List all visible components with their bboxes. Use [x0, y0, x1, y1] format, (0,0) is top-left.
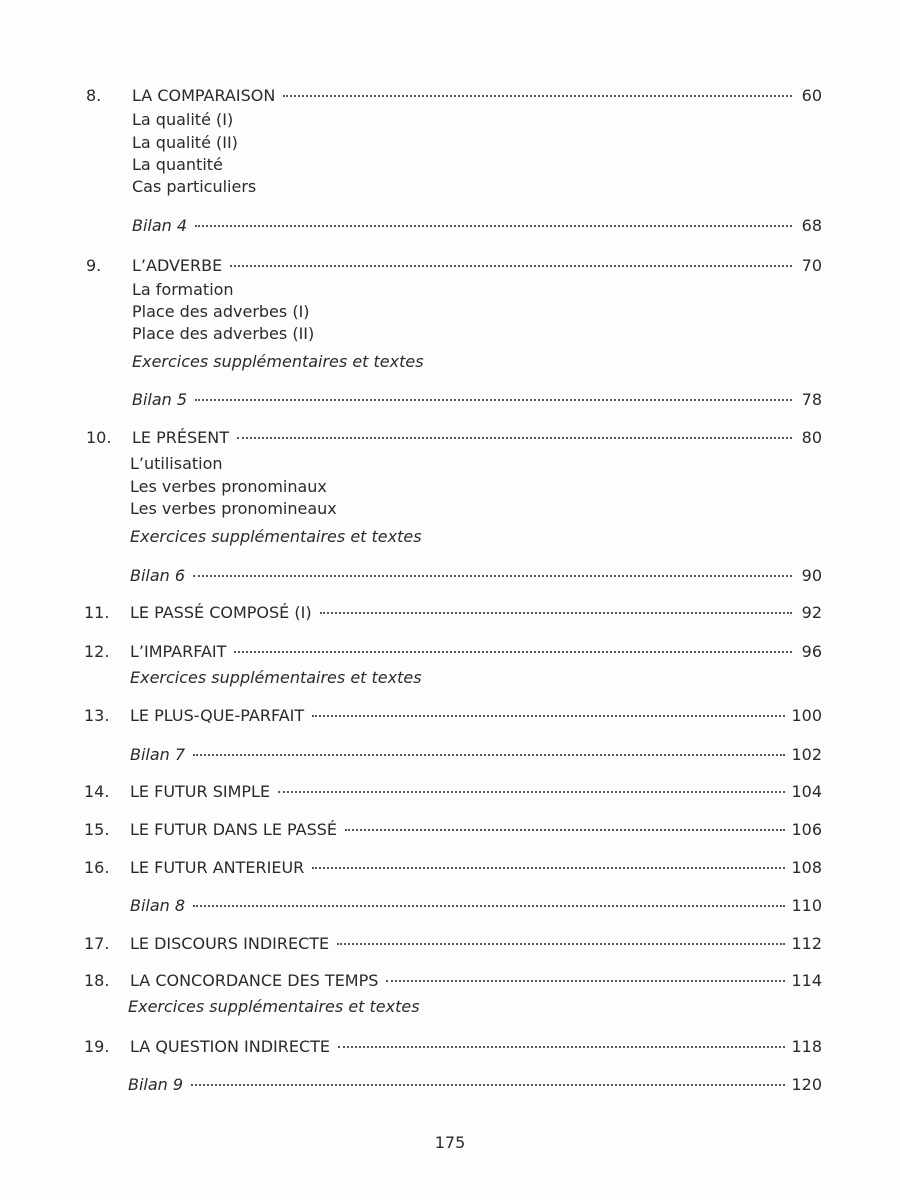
toc-bilan: [130, 896, 822, 916]
entry-page: 92: [801, 603, 822, 622]
toc-entry: [84, 706, 822, 726]
dot-leader: [312, 867, 785, 869]
toc-entry: [84, 1037, 822, 1057]
entry-number: 17.: [84, 934, 110, 953]
toc-entry: [86, 428, 822, 448]
entry-page: 120: [791, 1075, 822, 1094]
dot-leader: [345, 829, 785, 831]
toc-bilan: [132, 390, 822, 410]
toc-entry: [84, 971, 822, 991]
subentry-extra: Exercices supplémentaires et textes: [128, 997, 420, 1016]
entry-number: 16.: [84, 858, 110, 877]
entry-page: 96: [801, 642, 822, 661]
dot-leader: [278, 791, 785, 793]
entry-page: 78: [801, 390, 822, 409]
toc-bilan: [130, 745, 822, 765]
subentry: La qualité (I): [132, 110, 234, 129]
toc-entry: [84, 782, 822, 802]
toc-entry: [86, 86, 822, 106]
entry-title: L’IMPARFAIT: [130, 642, 227, 661]
subentry-extra: Exercices supplémentaires et textes: [130, 668, 422, 687]
subentry: Cas particuliers: [132, 177, 257, 196]
toc-entry: [84, 642, 822, 662]
dot-leader: [234, 651, 792, 653]
entry-number: 19.: [84, 1037, 110, 1056]
entry-title: LE PASSÉ COMPOSÉ (I): [130, 603, 312, 622]
entry-page: 90: [801, 566, 822, 585]
toc-bilan: [128, 1075, 822, 1095]
dot-leader: [230, 265, 792, 267]
dot-leader: [338, 1046, 785, 1048]
toc-entry: [84, 934, 822, 954]
entry-page: 114: [791, 971, 822, 990]
dot-leader: [386, 980, 785, 982]
entry-number: 11.: [84, 603, 110, 622]
entry-number: 18.: [84, 971, 110, 990]
dot-leader: [237, 437, 792, 439]
entry-page: 106: [791, 820, 822, 839]
bilan-title: Bilan 9: [128, 1075, 184, 1094]
entry-page: 102: [791, 745, 822, 764]
subentry: L’utilisation: [130, 454, 223, 473]
subentry-extra: Exercices supplémentaires et textes: [132, 352, 424, 371]
entry-number: 9.: [86, 256, 102, 275]
entry-number: 8.: [86, 86, 102, 105]
subentry: Place des adverbes (II): [132, 324, 315, 343]
entry-title: LA COMPARAISON: [132, 86, 276, 105]
entry-number: 10.: [86, 428, 112, 447]
dot-leader: [191, 1084, 785, 1086]
subentry: Les verbes pronomineaux: [130, 499, 337, 518]
entry-page: 110: [791, 896, 822, 915]
entry-title: LA QUESTION INDIRECTE: [130, 1037, 331, 1056]
page-number: 175: [434, 1133, 466, 1152]
entry-title: L’ADVERBE: [132, 256, 223, 275]
entry-title: LA CONCORDANCE DES TEMPS: [130, 971, 379, 990]
bilan-title: Bilan 8: [130, 896, 186, 915]
toc-entry: [86, 256, 822, 276]
entry-page: 80: [801, 428, 822, 447]
entry-page: 70: [801, 256, 822, 275]
dot-leader: [337, 943, 785, 945]
subentry: Les verbes pronominaux: [130, 477, 327, 496]
bilan-title: Bilan 6: [130, 566, 186, 585]
toc-entry: [84, 858, 822, 878]
dot-leader: [193, 575, 792, 577]
entry-title: LE FUTUR SIMPLE: [130, 782, 271, 801]
dot-leader: [193, 754, 785, 756]
subentry-extra: Exercices supplémentaires et textes: [130, 527, 422, 546]
dot-leader: [283, 95, 792, 97]
toc-entry: [84, 820, 822, 840]
entry-page: 68: [801, 216, 822, 235]
bilan-title: Bilan 7: [130, 745, 186, 764]
entry-title: LE PLUS-QUE-PARFAIT: [130, 706, 305, 725]
subentry: La quantité: [132, 155, 223, 174]
entry-page: 108: [791, 858, 822, 877]
dot-leader: [193, 905, 785, 907]
dot-leader: [195, 399, 792, 401]
dot-leader: [195, 225, 792, 227]
subentry: Place des adverbes (I): [132, 302, 310, 321]
entry-page: 118: [791, 1037, 822, 1056]
entry-number: 14.: [84, 782, 110, 801]
dot-leader: [320, 612, 792, 614]
entry-title: LE DISCOURS INDIRECTE: [130, 934, 330, 953]
entry-page: 60: [801, 86, 822, 105]
entry-title: LE FUTUR DANS LE PASSÉ: [130, 820, 338, 839]
toc-bilan: [130, 566, 822, 586]
subentry: La qualité (II): [132, 133, 238, 152]
bilan-title: Bilan 5: [132, 390, 188, 409]
entry-title: LE PRÉSENT: [132, 428, 229, 447]
entry-number: 15.: [84, 820, 110, 839]
bilan-title: Bilan 4: [132, 216, 188, 235]
toc-entry: [84, 603, 822, 623]
entry-page: 100: [791, 706, 822, 725]
toc-bilan: [132, 216, 822, 236]
entry-page: 104: [791, 782, 822, 801]
entry-number: 12.: [84, 642, 110, 661]
entry-page: 112: [791, 934, 822, 953]
dot-leader: [312, 715, 785, 717]
subentry: La formation: [132, 280, 234, 299]
entry-title: LE FUTUR ANTERIEUR: [130, 858, 305, 877]
entry-number: 13.: [84, 706, 110, 725]
